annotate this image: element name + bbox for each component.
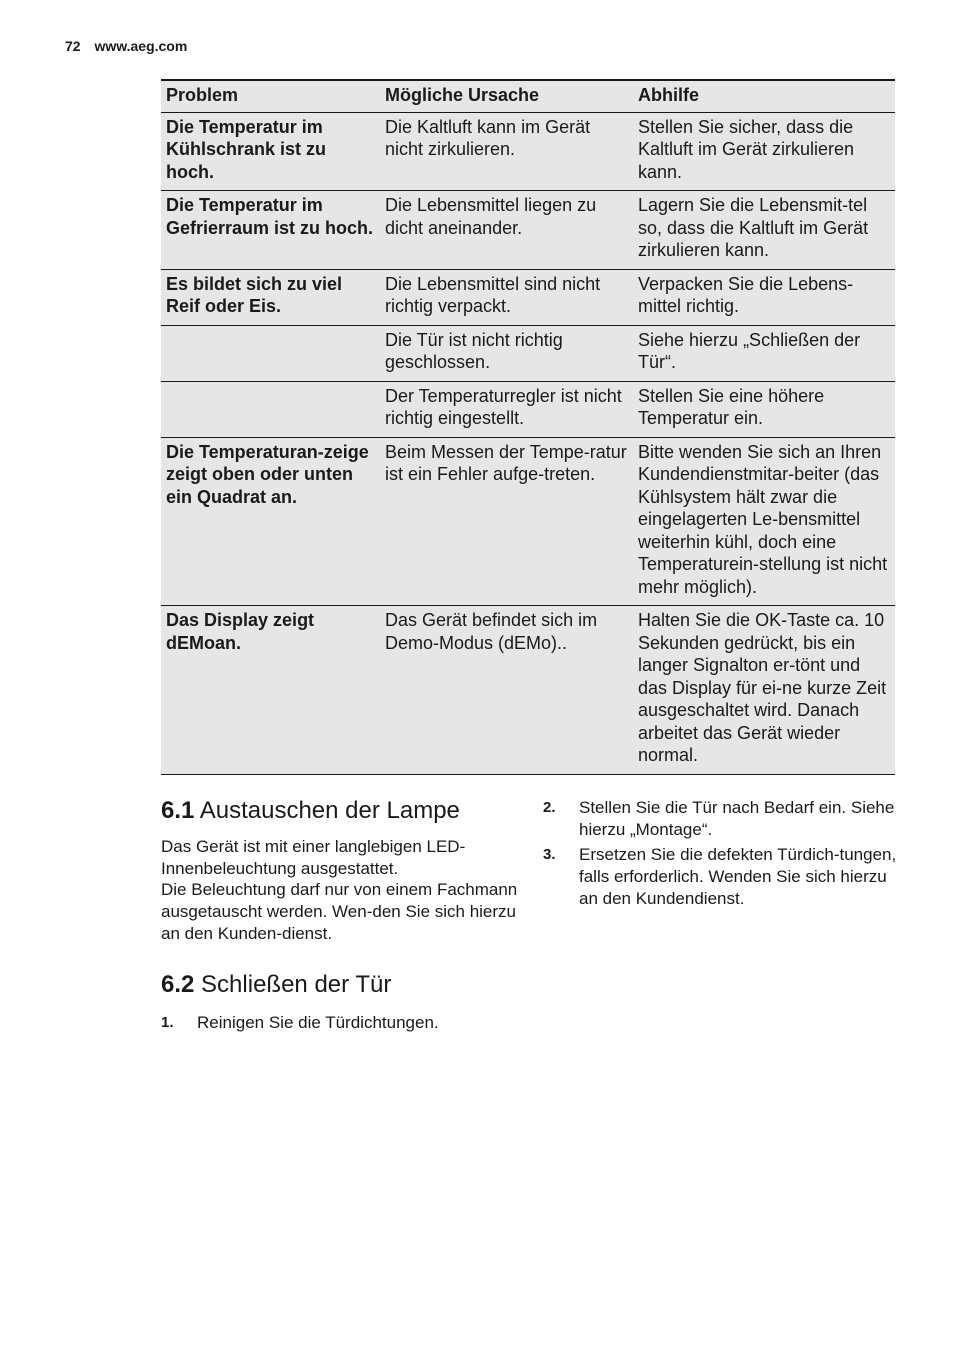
- problem-cell: Die Temperatur im Kühlschrank ist zu hoch.: [161, 112, 380, 191]
- cause-cell: Die Lebensmittel sind nicht richtig verpackt.: [380, 269, 633, 325]
- paragraph: Das Gerät ist mit einer langlebigen LED-Innenbeleuchtung ausgestattet.: [161, 837, 466, 878]
- remedy-cell: Verpacken Sie die Lebens-mittel richtig.: [633, 269, 895, 325]
- section-heading: [161, 970, 521, 1000]
- section-title: Austauschen der Lampe: [199, 797, 460, 824]
- table-row: [161, 191, 895, 270]
- step-text: Reinigen Sie die Türdichtungen.: [197, 1012, 439, 1032]
- remedy-cell: Bitte wenden Sie sich an Ihren Kundendienstmitar-beiter (das Kühlsystem hält zwar die eingelagerten Le-bensmittel weiterhin kühl, doch eine Temperaturein-stellung ist nicht mehr möglich).: [633, 437, 895, 606]
- step-number: 1.: [161, 1013, 174, 1031]
- steps-list: [161, 1012, 521, 1034]
- section-6-2: [161, 970, 521, 1034]
- problem-cell: [161, 325, 380, 381]
- remedy-cell: Halten Sie die OK-Taste ca. 10 Sekunden gedrückt, bis ein langer Signalton er-tönt und das Display für ei-ne kurze Zeit ausgeschaltet wird. Danach arbeitet das Gerät wieder normal.: [633, 606, 895, 775]
- table-row: [161, 112, 895, 191]
- cause-cell: Die Tür ist nicht richtig geschlossen.: [380, 325, 633, 381]
- table-row: [161, 325, 895, 381]
- list-item: [161, 1012, 521, 1034]
- cause-cell: Die Lebensmittel liegen zu dicht aneinander.: [380, 191, 633, 270]
- section-6-1: [161, 796, 521, 945]
- cause-cell: Die Kaltluft kann im Gerät nicht zirkulieren.: [380, 112, 633, 191]
- table-row: [161, 437, 895, 606]
- cause-cell: Der Temperaturregler ist nicht richtig eingestellt.: [380, 381, 633, 437]
- list-item: [543, 797, 903, 840]
- steps-list: [543, 797, 903, 910]
- cause-cell: Beim Messen der Tempe-ratur ist ein Fehler aufge-treten.: [380, 437, 633, 606]
- list-item: [543, 844, 903, 909]
- right-column: [543, 797, 903, 914]
- troubleshooting-table: [161, 79, 895, 775]
- section-body: [161, 836, 521, 945]
- table-row: [161, 269, 895, 325]
- problem-cell: Es bildet sich zu viel Reif oder Eis.: [161, 269, 380, 325]
- section-number: 6.2: [161, 970, 195, 998]
- section-number: 6.1: [161, 797, 195, 824]
- section-title: Schließen der Tür: [201, 970, 392, 998]
- problem-cell: Das Display zeigt dEMoan.: [161, 606, 380, 775]
- table-row: [161, 381, 895, 437]
- step-number: 3.: [543, 846, 556, 864]
- left-column: [161, 796, 521, 1037]
- header-problem: Problem: [161, 80, 380, 112]
- header-remedy: Abhilfe: [633, 80, 895, 112]
- paragraph: Die Beleuchtung darf nur von einem Fachmann ausgetauscht werden. Wen-den Sie sich hierzu an den Kunden-dienst.: [161, 880, 518, 943]
- problem-cell: Die Temperatur im Gefrierraum ist zu hoch.: [161, 191, 380, 270]
- remedy-cell: Siehe hierzu „Schließen der Tür“.: [633, 325, 895, 381]
- page-header: [65, 38, 187, 54]
- section-heading: [161, 796, 521, 826]
- remedy-cell: Stellen Sie eine höhere Temperatur ein.: [633, 381, 895, 437]
- cause-cell: Das Gerät befindet sich im Demo-Modus (dEMo)..: [380, 606, 633, 775]
- step-number: 2.: [543, 799, 556, 816]
- step-text: Stellen Sie die Tür nach Bedarf ein. Siehe hierzu „Montage“.: [579, 798, 895, 839]
- remedy-cell: Lagern Sie die Lebensmit-tel so, dass die Kaltluft im Gerät zirkulieren kann.: [633, 191, 895, 270]
- remedy-cell: Stellen Sie sicher, dass die Kaltluft im Gerät zirkulieren kann.: [633, 112, 895, 191]
- problem-cell: Die Temperaturan-zeige zeigt oben oder unten ein Quadrat an.: [161, 437, 380, 606]
- page-number: 72: [65, 38, 81, 54]
- table-row: [161, 606, 895, 775]
- website-url[interactable]: www.aeg.com: [94, 38, 188, 54]
- problem-cell: [161, 381, 380, 437]
- step-text: Ersetzen Sie die defekten Türdich-tungen, falls erforderlich. Wenden Sie sich hierzu an den Kundendienst.: [579, 845, 897, 908]
- header-cause: Mögliche Ursache: [380, 80, 633, 112]
- table-header-row: [161, 80, 895, 112]
